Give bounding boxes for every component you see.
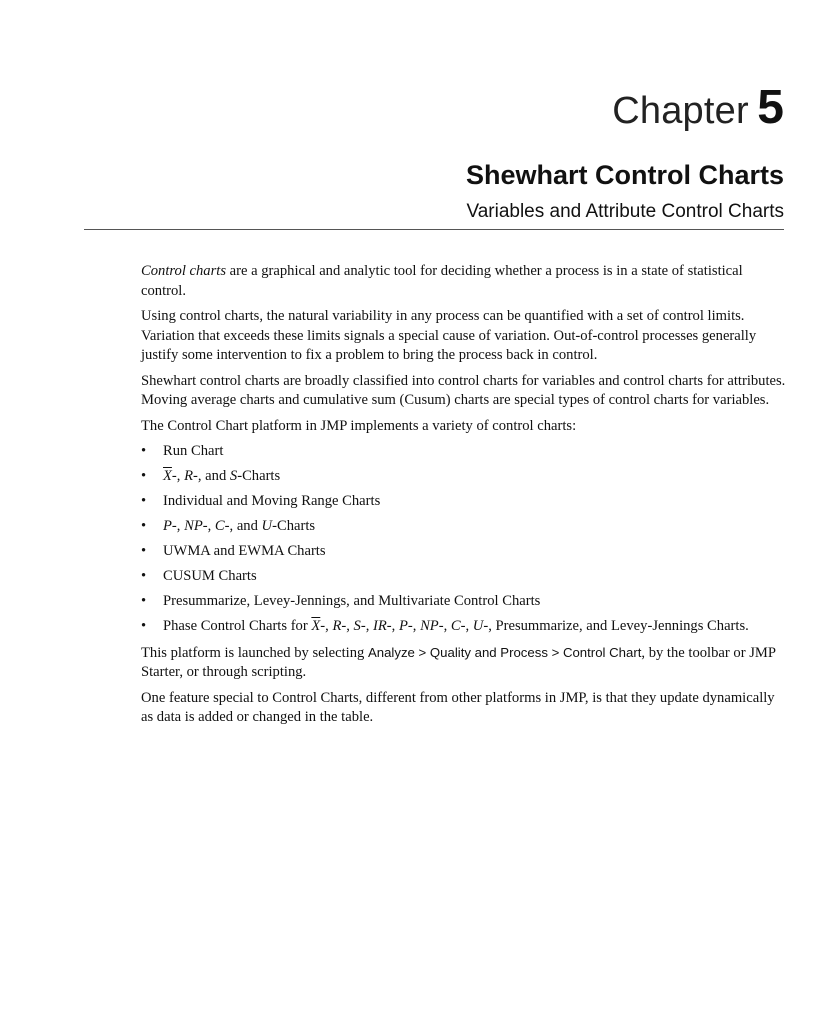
launch-text: This platform is launched by selecting <box>141 644 368 661</box>
launch-text: , by the toolbar or JMP Starter, or through scripting. <box>141 644 776 680</box>
chart-types-list <box>141 442 789 637</box>
list-item-text: -, <box>407 618 421 634</box>
list-item <box>141 567 789 587</box>
chart-letter: NP <box>420 618 439 634</box>
platform-paragraph: The Control Chart platform in JMP implements a variety of control charts: <box>141 417 577 434</box>
list-item-text: -, <box>460 618 473 634</box>
chart-letter: P <box>398 618 408 634</box>
list-item-text: -, and <box>224 518 262 534</box>
bullet-icon: • <box>141 618 147 634</box>
list-item-text: -, <box>360 618 374 634</box>
list-item-text: -, <box>341 618 354 634</box>
chapter-heading <box>612 80 784 135</box>
chapter-subtitle: Variables and Attribute Control Charts <box>466 201 784 222</box>
chapter-body <box>141 262 789 734</box>
list-item-text: -, Presummarize, and Levey-Jennings Charts. <box>483 618 749 634</box>
list-item-text: -, <box>386 618 399 634</box>
list-item-text: Phase Control Charts for <box>163 618 312 634</box>
list-item-text: -, <box>438 618 451 634</box>
chart-letter: U <box>472 618 484 634</box>
intro-text: are a graphical and analytic tool for deciding whether a process is in a state of statistical control. <box>141 263 743 299</box>
bullet-icon: • <box>141 568 147 584</box>
xbar-symbol: $\overline{X}$ <box>163 468 172 484</box>
chapter-number: 5 <box>757 81 784 134</box>
dynamic-update-paragraph: One feature special to Control Charts, different from other platforms in JMP, is that they update dynamically as data is added or changed in the table. <box>141 689 775 725</box>
chart-letter: S <box>353 618 361 634</box>
list-item-text: -, <box>171 518 185 534</box>
list-item-text: CUSUM Charts <box>163 568 257 584</box>
intro-term: Control charts <box>141 263 227 279</box>
intro-paragraph <box>141 262 789 301</box>
list-item-text: UWMA and EWMA Charts <box>163 543 326 559</box>
bullet-icon: • <box>141 443 147 459</box>
chart-letter: C <box>450 618 461 634</box>
xbar-symbol: $\overline{X}$ <box>311 618 321 634</box>
chart-letter: S <box>229 468 238 484</box>
list-item <box>141 517 789 537</box>
list-item-text: Run Chart <box>163 443 224 459</box>
list-item-text: Individual and Moving Range Charts <box>163 493 381 509</box>
chart-letter: NP <box>184 518 203 534</box>
list-item-text: Presummarize, Levey-Jennings, and Multivariate Control Charts <box>163 593 541 609</box>
list-item <box>141 617 789 637</box>
list-item-text: -, <box>171 468 185 484</box>
title-divider <box>84 229 784 230</box>
list-item <box>141 592 789 612</box>
launch-paragraph <box>141 643 789 683</box>
bullet-icon: • <box>141 593 147 609</box>
menu-path: Analyze > Quality and Process > Control Chart <box>367 644 642 660</box>
list-item <box>141 542 789 562</box>
bullet-icon: • <box>141 493 147 509</box>
chart-letter: C <box>214 518 225 534</box>
list-item <box>141 442 789 462</box>
chart-letter: U <box>261 518 273 534</box>
control-limits-paragraph: Using control charts, the natural variability in any process can be quantified with a set of control limits. Variation that exceeds these limits signals a special cause of variation. Out-of-control processes generally justify some intervention to fix a problem to bring the process back in control. <box>141 308 757 363</box>
list-item-text: -, <box>320 618 333 634</box>
list-item <box>141 467 789 487</box>
chart-letter: R <box>332 618 342 634</box>
list-item-text: -, <box>202 518 215 534</box>
bullet-icon: • <box>141 518 147 534</box>
list-item-text: -Charts <box>272 518 316 534</box>
chart-letter: IR <box>373 618 387 634</box>
bullet-icon: • <box>141 543 147 559</box>
bullet-icon: • <box>141 468 147 484</box>
classification-paragraph: Shewhart control charts are broadly classified into control charts for variables and control charts for attributes. Moving average charts and cumulative sum (Cusum) charts are special types of control charts for variables. <box>141 372 786 408</box>
list-item <box>141 492 789 512</box>
list-item-text: -Charts <box>237 468 281 484</box>
list-item-text: -, and <box>193 468 230 484</box>
chapter-title: Shewhart Control Charts <box>465 160 784 190</box>
chart-letter: P <box>163 518 172 534</box>
chapter-label: Chapter <box>612 90 749 132</box>
chart-letter: R <box>184 468 194 484</box>
